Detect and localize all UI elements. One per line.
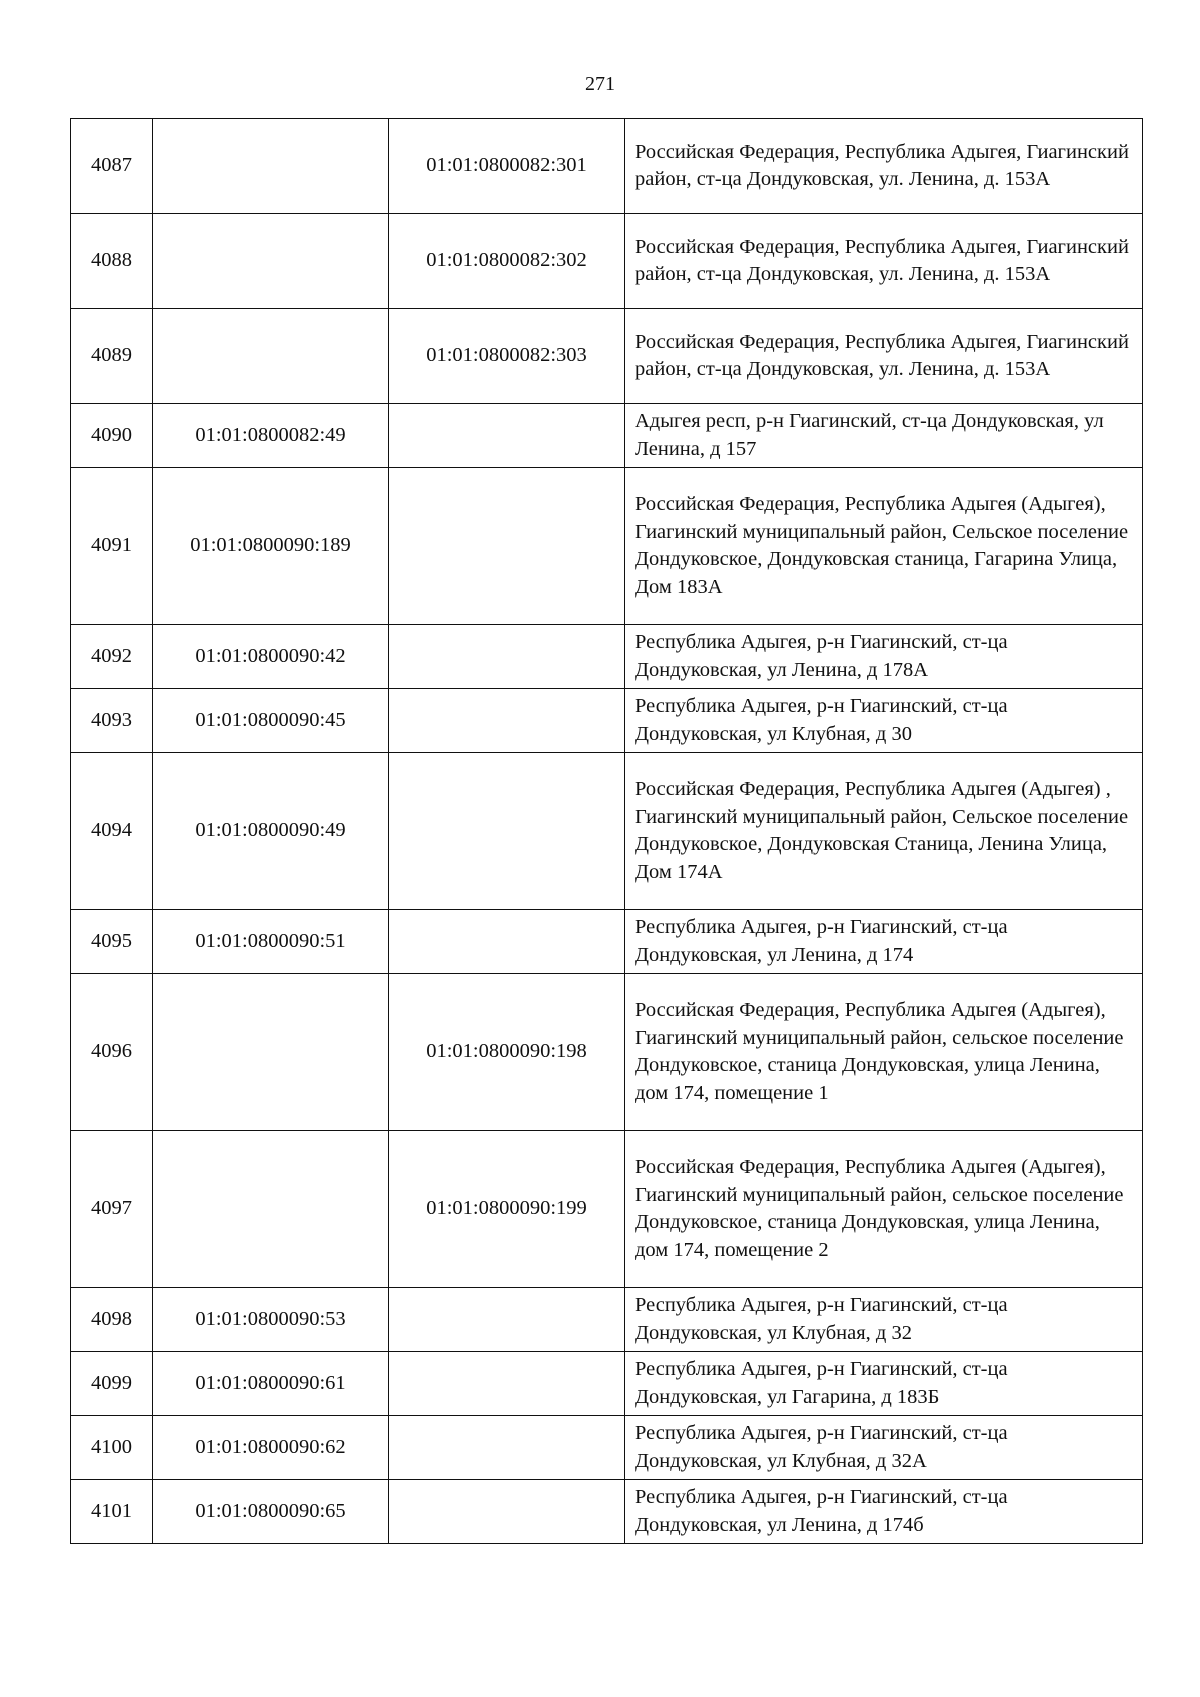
table-row (71, 1416, 1143, 1480)
building-cadastral-number-cell (389, 404, 625, 468)
building-cadastral-number-cell: 01:01:0800082:301 (389, 119, 625, 214)
address-cell: Республика Адыгея, р-н Гиагинский, ст-ца Дондуковская, ул Гагарина, д 183Б (625, 1352, 1143, 1416)
building-cadastral-number-cell (389, 1288, 625, 1352)
row-number-cell: 4089 (71, 309, 153, 404)
row-number-cell: 4100 (71, 1416, 153, 1480)
row-number-cell: 4092 (71, 625, 153, 689)
land-cadastral-number-cell (153, 309, 389, 404)
address-cell: Республика Адыгея, р-н Гиагинский, ст-ца Дондуковская, ул Клубная, д 32 (625, 1288, 1143, 1352)
row-number-cell: 4091 (71, 468, 153, 625)
row-number-cell: 4090 (71, 404, 153, 468)
building-cadastral-number-cell (389, 625, 625, 689)
building-cadastral-number-cell: 01:01:0800090:199 (389, 1131, 625, 1288)
building-cadastral-number-cell: 01:01:0800090:198 (389, 974, 625, 1131)
table-row (71, 404, 1143, 468)
land-cadastral-number-cell (153, 214, 389, 309)
address-cell: Адыгея респ, р-н Гиагинский, ст-ца Дондуковская, ул Ленина, д 157 (625, 404, 1143, 468)
land-cadastral-number-cell: 01:01:0800090:65 (153, 1480, 389, 1544)
land-cadastral-number-cell: 01:01:0800090:61 (153, 1352, 389, 1416)
address-cell: Российская Федерация, Республика Адыгея, Гиагинский район, ст-ца Дондуковская, ул. Ленина, д. 153А (625, 309, 1143, 404)
table-row (71, 214, 1143, 309)
building-cadastral-number-cell (389, 1480, 625, 1544)
land-cadastral-number-cell: 01:01:0800090:189 (153, 468, 389, 625)
address-cell: Российская Федерация, Республика Адыгея, Гиагинский район, ст-ца Дондуковская, ул. Ленина, д. 153А (625, 214, 1143, 309)
row-number-cell: 4097 (71, 1131, 153, 1288)
row-number-cell: 4096 (71, 974, 153, 1131)
row-number-cell: 4098 (71, 1288, 153, 1352)
table-row (71, 1352, 1143, 1416)
address-cell: Республика Адыгея, р-н Гиагинский, ст-ца Дондуковская, ул Клубная, д 30 (625, 689, 1143, 753)
address-cell: Российская Федерация, Республика Адыгея (Адыгея) , Гиагинский муниципальный район, Сельское поселение Дондуковское, Дондуковская Станица, Ленина Улица, Дом 174А (625, 753, 1143, 910)
land-cadastral-number-cell (153, 1131, 389, 1288)
table-row (71, 910, 1143, 974)
table-row (71, 753, 1143, 910)
land-cadastral-number-cell: 01:01:0800090:45 (153, 689, 389, 753)
land-cadastral-number-cell: 01:01:0800090:51 (153, 910, 389, 974)
address-cell: Республика Адыгея, р-н Гиагинский, ст-ца Дондуковская, ул Ленина, д 174б (625, 1480, 1143, 1544)
land-cadastral-number-cell: 01:01:0800090:53 (153, 1288, 389, 1352)
address-cell: Российская Федерация, Республика Адыгея (Адыгея), Гиагинский муниципальный район, сельское поселение Дондуковское, станица Дондуковская, улица Ленина, дом 174, помещение 1 (625, 974, 1143, 1131)
table-row (71, 974, 1143, 1131)
building-cadastral-number-cell (389, 753, 625, 910)
page-number: 271 (585, 73, 615, 95)
table-row (71, 119, 1143, 214)
land-cadastral-number-cell: 01:01:0800090:62 (153, 1416, 389, 1480)
table-row (71, 1131, 1143, 1288)
table-row (71, 689, 1143, 753)
row-number-cell: 4099 (71, 1352, 153, 1416)
land-cadastral-number-cell (153, 974, 389, 1131)
row-number-cell: 4101 (71, 1480, 153, 1544)
row-number-cell: 4087 (71, 119, 153, 214)
land-cadastral-number-cell: 01:01:0800090:42 (153, 625, 389, 689)
row-number-cell: 4095 (71, 910, 153, 974)
address-cell: Российская Федерация, Республика Адыгея (Адыгея), Гиагинский муниципальный район, сельское поселение Дондуковское, станица Дондуковская, улица Ленина, дом 174, помещение 2 (625, 1131, 1143, 1288)
row-number-cell: 4088 (71, 214, 153, 309)
table-row (71, 309, 1143, 404)
address-cell: Республика Адыгея, р-н Гиагинский, ст-ца Дондуковская, ул Ленина, д 174 (625, 910, 1143, 974)
address-cell: Республика Адыгея, р-н Гиагинский, ст-ца Дондуковская, ул Клубная, д 32А (625, 1416, 1143, 1480)
row-number-cell: 4093 (71, 689, 153, 753)
table-row (71, 1480, 1143, 1544)
building-cadastral-number-cell (389, 1352, 625, 1416)
address-cell: Российская Федерация, Республика Адыгея, Гиагинский район, ст-ца Дондуковская, ул. Ленина, д. 153А (625, 119, 1143, 214)
land-cadastral-number-cell (153, 119, 389, 214)
building-cadastral-number-cell (389, 468, 625, 625)
land-cadastral-number-cell: 01:01:0800082:49 (153, 404, 389, 468)
building-cadastral-number-cell: 01:01:0800082:302 (389, 214, 625, 309)
table-row (71, 468, 1143, 625)
land-cadastral-number-cell: 01:01:0800090:49 (153, 753, 389, 910)
row-number-cell: 4094 (71, 753, 153, 910)
building-cadastral-number-cell: 01:01:0800082:303 (389, 309, 625, 404)
registry-table (70, 118, 1143, 1544)
table-row (71, 1288, 1143, 1352)
building-cadastral-number-cell (389, 910, 625, 974)
address-cell: Республика Адыгея, р-н Гиагинский, ст-ца Дондуковская, ул Ленина, д 178А (625, 625, 1143, 689)
building-cadastral-number-cell (389, 1416, 625, 1480)
table-row (71, 625, 1143, 689)
building-cadastral-number-cell (389, 689, 625, 753)
address-cell: Российская Федерация, Республика Адыгея (Адыгея), Гиагинский муниципальный район, Сельское поселение Дондуковское, Дондуковская станица, Гагарина Улица, Дом 183А (625, 468, 1143, 625)
